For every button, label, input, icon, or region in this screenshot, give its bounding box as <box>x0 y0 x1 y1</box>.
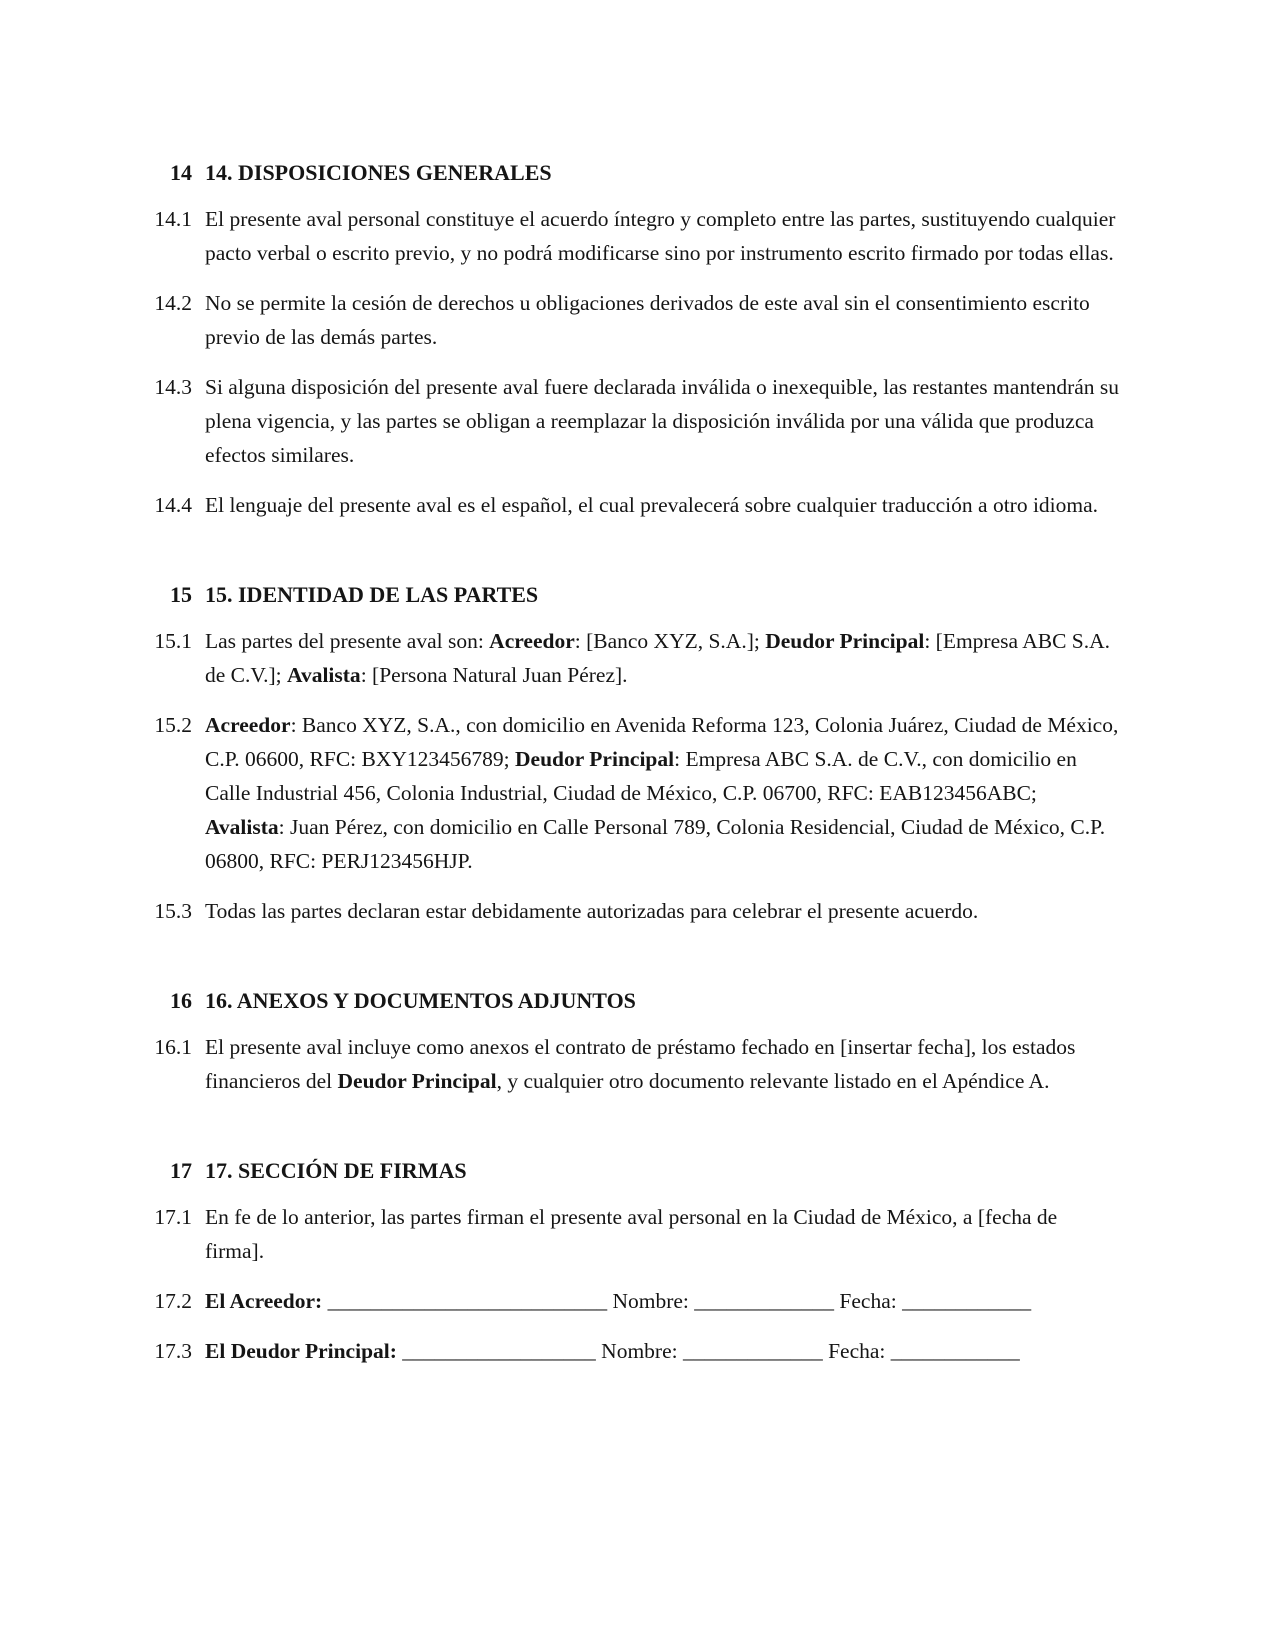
body-text: : [Banco XYZ, S.A.]; <box>574 629 766 653</box>
section-16 <box>120 984 1125 1098</box>
body-text: Las partes del presente aval son: <box>205 629 490 653</box>
bold-text: Deudor Principal <box>765 629 925 653</box>
body-text: Todas las partes declaran estar debidamente autorizadas para celebrar el presente acuerdo. <box>205 899 979 923</box>
section-title: 16. ANEXOS Y DOCUMENTOS ADJUNTOS <box>205 988 636 1013</box>
clause-text <box>205 202 1121 270</box>
clause-number: 15.2 <box>154 713 192 737</box>
clause-15.2 <box>120 708 1125 878</box>
bold-text: El Acreedor: <box>205 1289 323 1313</box>
body-text: __________________________ Nombre: _____________ Fecha: ____________ <box>322 1289 1032 1313</box>
clause-15.3 <box>120 894 1125 928</box>
clause-text <box>205 894 1121 928</box>
clause-number: 17.2 <box>154 1289 192 1313</box>
clause-14.2 <box>120 286 1125 354</box>
section-heading <box>120 578 1125 612</box>
section-17 <box>120 1154 1125 1368</box>
clause-text <box>205 1284 1121 1318</box>
clause-14.4 <box>120 488 1125 522</box>
bold-text: El Deudor Principal: <box>205 1339 397 1363</box>
section-heading <box>120 984 1125 1018</box>
section-14 <box>120 156 1125 522</box>
clause-number: 14.4 <box>154 493 192 517</box>
section-title: 14. DISPOSICIONES GENERALES <box>205 160 552 185</box>
bold-text: Avalista <box>287 663 361 687</box>
body-text: : [Persona Natural Juan Pérez]. <box>360 663 628 687</box>
section-number: 16 <box>170 988 192 1013</box>
section-number: 15 <box>170 582 192 607</box>
document-body <box>120 156 1125 1368</box>
bold-text: Deudor Principal <box>515 747 675 771</box>
section-number: 14 <box>170 160 192 185</box>
clause-text <box>205 286 1121 354</box>
clause-number: 14.3 <box>154 375 192 399</box>
clause-number: 15.1 <box>154 629 192 653</box>
body-text: No se permite la cesión de derechos u obligaciones derivados de este aval sin el consentimiento escrito previo de las demás partes. <box>205 291 1090 349</box>
body-text: Si alguna disposición del presente aval fuere declarada inválida o inexequible, las restantes mantendrán su plena vigencia, y las partes se obligan a reemplazar la disposición inválida por una válida que produzca efectos similares. <box>205 375 1120 467</box>
body-text: El presente aval personal constituye el acuerdo íntegro y completo entre las partes, sustituyendo cualquier pacto verbal o escrito previo, y no podrá modificarse sino por instrumento escrito firmado por todas ellas. <box>205 207 1116 265</box>
clause-14.1 <box>120 202 1125 270</box>
clause-text <box>205 708 1121 878</box>
clause-number: 16.1 <box>154 1035 192 1059</box>
clause-number: 15.3 <box>154 899 192 923</box>
body-text: : [Empresa ABC S.A. de C.V.]; <box>205 629 1111 687</box>
clause-number: 17.3 <box>154 1339 192 1363</box>
section-15 <box>120 578 1125 928</box>
clause-17.2 <box>120 1284 1125 1318</box>
clause-text <box>205 1030 1121 1098</box>
bold-text: Acreedor <box>205 713 291 737</box>
clause-number: 14.1 <box>154 207 192 231</box>
clause-number: 17.1 <box>154 1205 192 1229</box>
clause-17.3 <box>120 1334 1125 1368</box>
clause-text <box>205 488 1121 522</box>
body-text: , y cualquier otro documento relevante listado en el Apéndice A. <box>496 1069 1050 1093</box>
bold-text: Deudor Principal <box>337 1069 497 1093</box>
section-title: 15. IDENTIDAD DE LAS PARTES <box>205 582 539 607</box>
clause-17.1 <box>120 1200 1125 1268</box>
clause-text <box>205 624 1121 692</box>
body-text: El lenguaje del presente aval es el español, el cual prevalecerá sobre cualquier traducción a otro idioma. <box>205 493 1099 517</box>
clause-14.3 <box>120 370 1125 472</box>
body-text: : Juan Pérez, con domicilio en Calle Personal 789, Colonia Residencial, Ciudad de México, C.P. 06800, RFC: PERJ123456HJP. <box>205 815 1106 873</box>
section-heading <box>120 156 1125 190</box>
clause-text <box>205 1200 1121 1268</box>
clause-text <box>205 370 1121 472</box>
clause-16.1 <box>120 1030 1125 1098</box>
section-heading <box>120 1154 1125 1188</box>
section-number: 17 <box>170 1158 192 1183</box>
clause-text <box>205 1334 1121 1368</box>
bold-text: Acreedor <box>489 629 575 653</box>
body-text: : Banco XYZ, S.A., con domicilio en Avenida Reforma 123, Colonia Juárez, Ciudad de México, C.P. 06600, RFC: BXY123456789; <box>205 713 1119 771</box>
body-text: : Empresa ABC S.A. de C.V., con domicilio en Calle Industrial 456, Colonia Industrial, Ciudad de México, C.P. 06700, RFC: EAB123456ABC; <box>205 747 1077 805</box>
body-text: El presente aval incluye como anexos el contrato de préstamo fechado en [insertar fecha], los estados financieros del <box>205 1035 1076 1093</box>
clause-number: 14.2 <box>154 291 192 315</box>
clause-15.1 <box>120 624 1125 692</box>
body-text: En fe de lo anterior, las partes firman el presente aval personal en la Ciudad de México, a [fecha de firma]. <box>205 1205 1058 1263</box>
body-text: __________________ Nombre: _____________ Fecha: ____________ <box>396 1339 1020 1363</box>
bold-text: Avalista <box>205 815 279 839</box>
section-title: 17. SECCIÓN DE FIRMAS <box>205 1158 467 1183</box>
